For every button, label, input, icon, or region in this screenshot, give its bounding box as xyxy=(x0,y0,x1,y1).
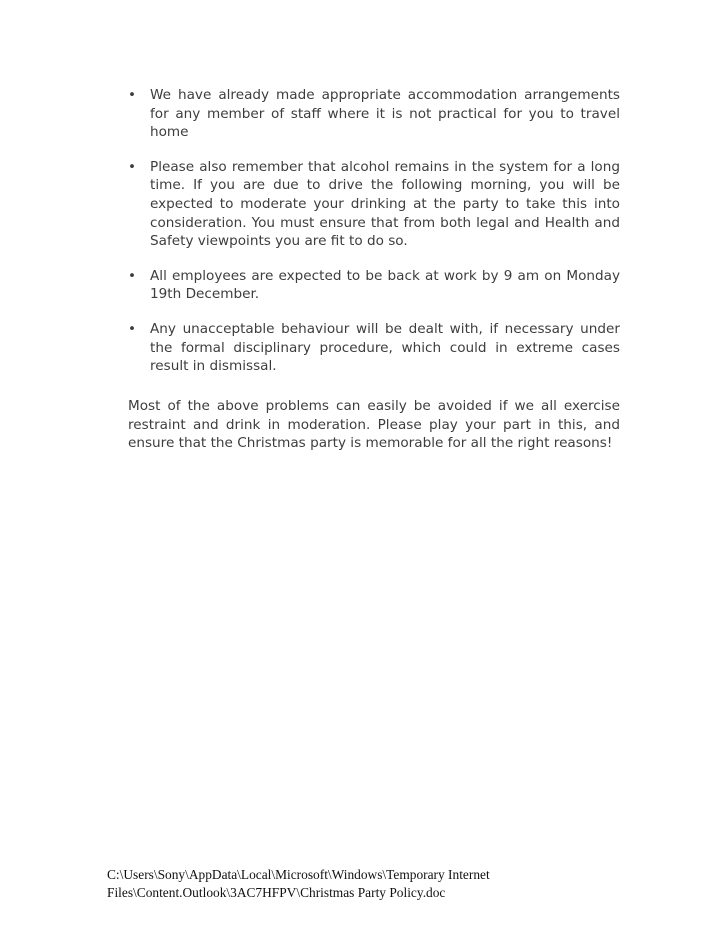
closing-paragraph: Most of the above problems can easily be avoided if we all exercise restraint and drink in moderation. Please play your part in this, and ensure that the Christmas party is memorable for all the right reasons! xyxy=(128,398,620,452)
bullet-icon: • xyxy=(128,158,137,175)
footer-path-line-1: C:\Users\Sony\AppData\Local\Microsoft\Windows\Temporary Internet xyxy=(107,867,490,882)
bullet-icon: • xyxy=(128,87,137,103)
list-item xyxy=(128,86,620,142)
list-item xyxy=(128,320,620,376)
bullet-text: We have already made appropriate accommodation arrangements for any member of staff where it is not practical for you to travel home xyxy=(150,87,620,141)
list-item xyxy=(128,158,620,251)
bullet-text: Please also remember that alcohol remains in the system for a long time. If you are due to drive the following morning, you will be expected to moderate your drinking at the party to take this into consideration. You must ensure that from both legal and Health and Safety viewpoints you are fit to do so. xyxy=(150,158,620,250)
bullet-text: All employees are expected to be back at work by 9 am on Monday 19th December. xyxy=(150,267,620,303)
bullet-icon: • xyxy=(128,267,137,284)
footer-file-path xyxy=(107,866,627,902)
list-item xyxy=(128,267,620,304)
bullet-icon: • xyxy=(128,320,137,337)
footer-path-line-2: Files\Content.Outlook\3AC7HFPV\Christmas Party Policy.doc xyxy=(107,885,446,900)
bullet-list xyxy=(128,86,620,392)
bullet-text: Any unacceptable behaviour will be dealt with, if necessary under the formal disciplinary procedure, which could in extreme cases result in dismissal. xyxy=(150,320,620,375)
